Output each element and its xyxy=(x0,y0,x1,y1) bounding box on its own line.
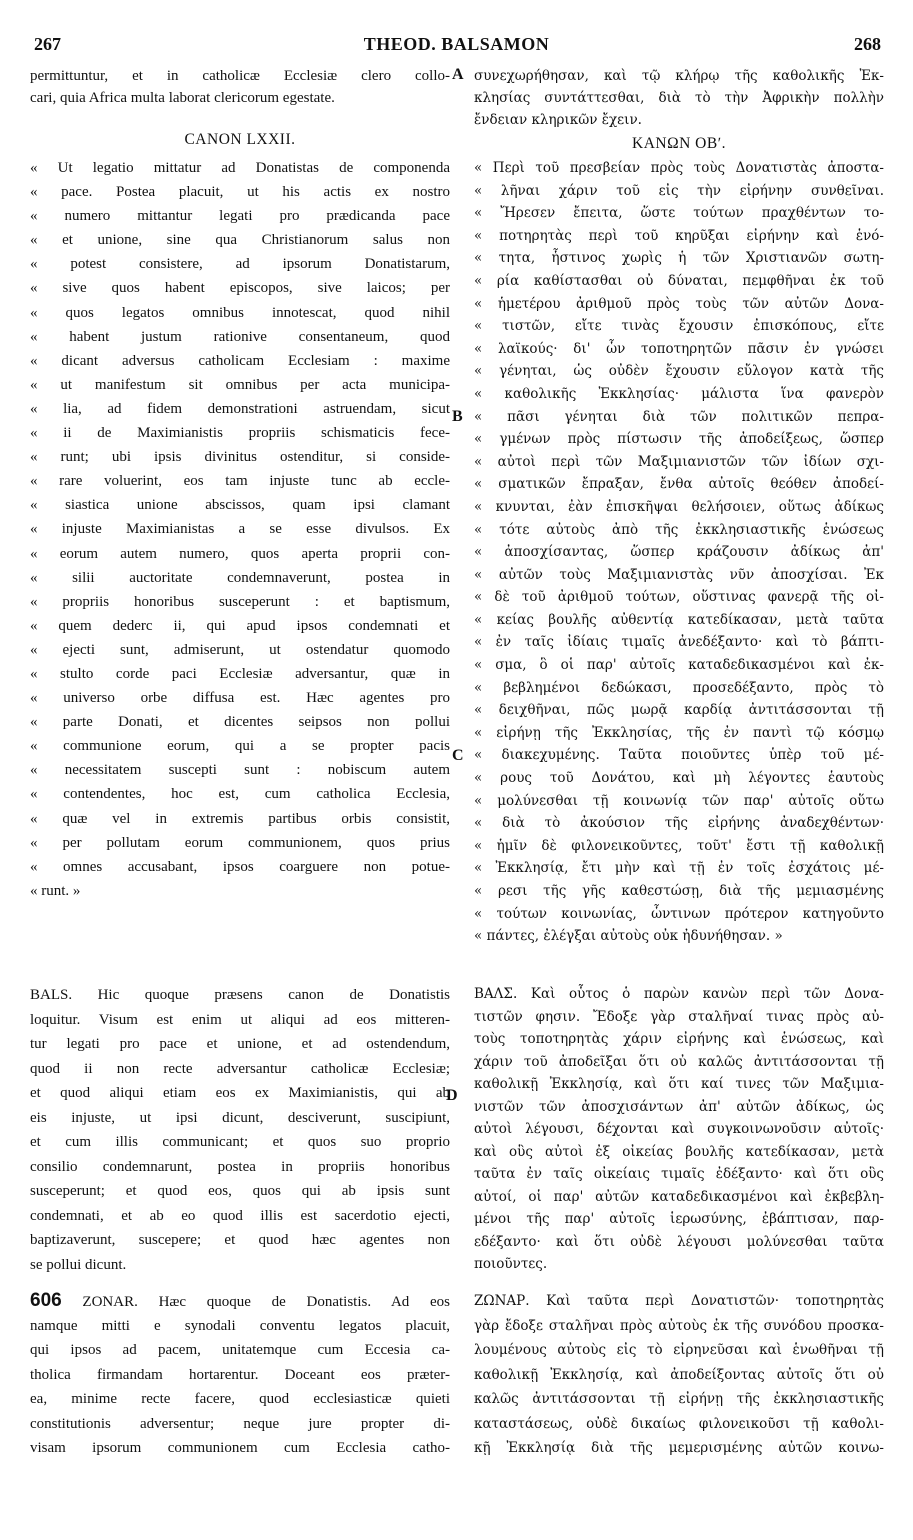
canon-line: « μολύνεσθαι τῇ κοινωνίᾳ τῶν παρ' αὐτοῖς οὕτω xyxy=(474,792,884,809)
commentary-line: χάριν τοῦ ἀποδεῖξαι ὅτι οὐ καλῶς ἀντιτάσσονται τῇ xyxy=(474,1053,884,1070)
commentary-line: consilio condemnarunt, postea in propriis honoribus xyxy=(30,1158,450,1175)
commentary-line: αὐτοὶ λέγουσι, δέχονται καὶ συγκοινωνοῦσιν αὐτοῖς· xyxy=(474,1121,884,1137)
commentary-line: εδέξαντο· καὶ ὅτι οὐδὲ λέγουσι μολύνεσθαι ταῦτα xyxy=(474,1233,884,1250)
text-line: ἔνδειαν κληρικῶν ἔχειν. xyxy=(474,112,642,128)
canon-line: « λῆναι χάριν τοῦ εἰς τὴν εἰρήνην συνθεῖναι. xyxy=(474,182,884,199)
greek-balsamon-commentary xyxy=(474,983,884,1276)
canon-line: « Ἤρεσεν ἔπειτα, ὥστε τούτων πραχθέντων το- xyxy=(474,205,884,222)
canon-line: « γένηται, ὡς οὐδὲν ἔχουσιν εὔλογον κατὰ τῆς xyxy=(474,363,884,380)
commentary-line: loquitur. Visum est enim ut aliqui ad eos mitteren- xyxy=(30,1011,450,1028)
text-line: Hic quoque præsens canon de Donatistis xyxy=(97,987,450,1003)
commentary-line: quod ii non recte adversantur catholicæ Ecclesiæ; xyxy=(30,1060,450,1077)
canon-line: « propriis honoribus susceperunt : et baptismum, xyxy=(30,593,450,610)
commentary-line: νιστῶν τῶν ἀποσχισάντων ἀπ' αὐτῶν ἀδίκως, ὡς xyxy=(474,1098,884,1115)
canon-line: « πάντες, ἐλέγξαι αὐτοὺς οὐκ ἠδυνήθησαν. » xyxy=(474,928,783,945)
canon-line: « runt; ubi ipsis divinitus ostenditur, si conside- xyxy=(30,449,450,466)
canon-line: « ἡμετέρου ἀριθμοῦ πρὸς τοὺς τῶν αὐτῶν Δονα- xyxy=(474,295,884,312)
canon-line: « τότε αὐτοὺς ἀπὸ τῆς ἐκκλησιαστικῆς ἑνώσεως xyxy=(474,521,884,538)
commentary-line: λουμένους αὐτοὺς εἰς τὸ εἰρηνεῦσαι καὶ ἑνωθῆναι τῇ xyxy=(474,1342,884,1358)
canon-line: « Ἐκκλησίᾳ, ἔτι μὴν καὶ τῇ ἐν τοῖς ἐσχάτοις μέ- xyxy=(474,860,884,877)
canon-line: « ἀποσχίσαντας, ὥσπερ κράζουσιν ἀδίκως ἀπ' xyxy=(474,544,884,561)
canon-line: « ρία καθίστασθαι οὐ δύναται, πεμφθῆναι ἐκ τοῦ xyxy=(474,272,884,289)
running-header xyxy=(30,34,883,58)
commentary-line: et quod aliqui etiam eos ex Maximianistis, qui ab xyxy=(30,1085,450,1101)
canon-line: « σμα, ὃ οἱ παρ' αὐτοῖς καταδεδικασμένοι καὶ ἐκ- xyxy=(474,657,884,674)
canon-line: « διακεχυμένης. Ταῦτα ποιοῦντες ὑπὲρ τοῦ μέ- xyxy=(474,747,884,764)
canon-line: « quæ vel in extremis partibus orbis consistit, xyxy=(30,810,450,827)
canon-line: « necessitatem suscepti sunt : nobiscum autem xyxy=(30,762,450,779)
canon-line: « parte Donati, et dicentes seipsos non pollui xyxy=(30,714,450,731)
page-number-left: 267 xyxy=(34,34,61,54)
canon-line: « καθολικῆς Ἐκκλησίας· μάλιστα ἵνα φανερὸν xyxy=(474,385,884,402)
canon-line: « πᾶσι γένηται διὰ τῶν πολιτικῶν πεπρα- xyxy=(474,408,884,425)
commentary-line: namque mitti e synodali conventu legatos placuit, xyxy=(30,1317,450,1334)
canon-line: « ρεσι τῆς γῆς καθεστώσῃ, διὰ τῆς μεμιασμένης xyxy=(474,883,884,899)
canon-line: « δὲ τοῦ ἀριθμοῦ τούτων, οὕστινας φανερᾷ τῆς οἰ- xyxy=(474,589,884,606)
canon-line: « stulto corde paci Ecclesiæ adversantur, quæ in xyxy=(30,665,450,682)
commentary-line: καλῶς ἀντιτάσσονται τῇ εἰρήνῃ τῆς ἐκκλησιαστικῆς xyxy=(474,1391,884,1407)
canon-line: « αὐτῶν τοὺς Μαξιμιανιστὰς νῦν ἀποσχίσαι. Ἐκ xyxy=(474,566,884,583)
canon-line: « dicant adversus catholicam Ecclesiam : maxime xyxy=(30,352,450,369)
commentator-label: ΒΑΛΣ. xyxy=(474,986,518,1002)
running-title: THEOD. BALSAMON xyxy=(363,34,550,54)
canon-line: « ut manifestum sit omnibus per acta municipa- xyxy=(30,376,450,393)
canon-line: « et unione, sine qua Christianorum salus non xyxy=(30,232,450,249)
text-line: permittuntur, et in catholicæ Ecclesiæ clero collo- xyxy=(30,68,450,84)
canon-line: « τούτων κοινωνίας, ὧντινων πρότερον κατηγοῦντο xyxy=(474,905,884,922)
canon-line: « omnes accusabant, ipsos coarguere non potue- xyxy=(30,858,450,875)
canon-line: « silii auctoritate condemnaverunt, postea in xyxy=(30,569,450,586)
commentary-line: καθολικῇ Ἐκκλησίᾳ, καὶ ἀποδείξοντας αὐτοῖς ὅτι οὐ xyxy=(474,1366,884,1383)
text-line: Καὶ ταῦτα περὶ Δονατιστῶν· τοποτηρητὰς xyxy=(546,1293,884,1309)
page-number-right: 268 xyxy=(854,34,881,54)
text-line: συνεχωρήθησαν, καὶ τῷ κλήρῳ τῆς καθολικῆς Ἐκ- xyxy=(474,68,884,84)
canon-line: « siastica unione abscissos, quam ipsi clamant xyxy=(30,497,450,514)
canon-line: « γμένων πρὸς πίστωσιν τῆς ἀποδείξεως, ὥσπερ xyxy=(474,431,884,448)
commentary-line: visam ipsorum communionem cum Ecclesia catho- xyxy=(30,1440,450,1456)
canon-line: « potest consistere, ad ipsorum Donatistarum, xyxy=(30,256,450,273)
canon-line: « τητα, ἧστινος χωρὶς ἡ τῶν Χριστιανῶν σωτη- xyxy=(474,250,884,267)
canon-line: « quos legatos omnibus innotescat, quod nihil xyxy=(30,304,450,321)
canon-line: « habent justum rationive consentaneum, quod xyxy=(30,328,450,345)
canon-line: « ρους τοῦ Δονάτου, καὶ μὴ λέγοντες ἑαυτοὺς xyxy=(474,770,884,787)
greek-zonaras-commentary xyxy=(474,1289,884,1461)
latin-zonaras-commentary xyxy=(30,1289,450,1461)
canon-line: « contendentes, hoc est, cum catholica Ecclesia, xyxy=(30,786,450,803)
latin-canon-text xyxy=(30,156,450,903)
commentary-line: ταῦτα ἐν ταῖς οἰκείαις τιμαῖς ἐδέξαντο· καὶ ὅτι οὓς xyxy=(474,1166,884,1182)
commentary-line: αὐτοί, οἱ παρ' αὐτῶν καταδεδικασμένοι καὶ ἐκβεβλη- xyxy=(474,1188,884,1205)
canon-line: « quem dederc ii, qui apud ipsos condemnati et xyxy=(30,617,450,634)
canon-line: « τιστῶν, εἴτε τινὰς ἔχουσιν ἐπισκόπους, εἴτε xyxy=(474,318,884,335)
commentary-line xyxy=(30,1289,450,1314)
canon-line: « communione eorum, qui a se propter pacis xyxy=(30,738,450,755)
commentary-line: τοὺς τοποτηρητὰς χάριν εἰρήνης καὶ ἑνώσεως, καὶ xyxy=(474,1031,884,1047)
commentary-line: μένοι τῆς παρ' αὐτοῖς ἱερωσύνης, ἐβάπτισαν, παρ- xyxy=(474,1211,884,1227)
commentary-line: susceperunt; et quod eos, quos qui ab ipsis sunt xyxy=(30,1183,450,1199)
commentary-line: tur legati pro pace et unione, et ad ostendendum, xyxy=(30,1036,450,1052)
margin-marker-a: A xyxy=(452,66,464,83)
commentary-line: constitutionis adversentur; neque jure propter di- xyxy=(30,1415,450,1432)
commentary-line: et cum illis communicant; et quos suo proprio xyxy=(30,1134,450,1150)
canon-line: « κείας βουλῆς αὐθεντίᾳ κατεδίκασαν, μετὰ ταῦτα xyxy=(474,611,884,628)
greek-canon-text xyxy=(474,157,884,948)
commentator-label: BALS. xyxy=(30,987,73,1003)
commentary-line: γὰρ ἔδοξε σταλῆναι πρὸς αὐτοὺς ἐκ τῆς συνόδου προσκα- xyxy=(474,1317,884,1334)
canon-line: « εἰρήνῃ τῆς Ἐκκλησίας, τῆς ἐν παντὶ τῷ κόσμῳ xyxy=(474,724,884,741)
canon-line: « Περὶ τοῦ πρεσβείαν πρὸς τοὺς Δονατιστὰς ἀποστα- xyxy=(474,160,884,176)
commentary-line: καὶ οὓς αὐτοὶ ἐξ οἰκείας βουλῆς κατεδίκασαν, μετὰ xyxy=(474,1143,884,1160)
latin-canon-heading: CANON LXXII. xyxy=(184,131,296,148)
commentary-line: ea, minime recte facere, quod ecclesiasticæ quieti xyxy=(30,1391,450,1407)
commentary-line: τιστῶν φησιν. Ἔδοξε γὰρ σταλῆναί τινας πρὸς αὐ- xyxy=(474,1008,884,1025)
commentator-label: ΖΩΝΑΡ. xyxy=(474,1293,530,1309)
canon-line: « βεβλημένοι δεδώκασι, προσεδέξαντο, πρὸς τὸ xyxy=(474,679,884,696)
margin-marker-b: B xyxy=(452,408,463,425)
canon-line: « δειχθῆναι, πῶς μωρᾷ καρδίᾳ ἀντιτάσσονται τῇ xyxy=(474,702,884,719)
canon-line: « Ut legatio mittatur ad Donatistas de componenda xyxy=(30,160,450,176)
margin-marker-c: C xyxy=(452,747,464,764)
commentary-line: condemnati, et ab eo quod illis est sacerdotio ejecti, xyxy=(30,1207,450,1224)
text-line: Hæc quoque de Donatistis. Ad eos xyxy=(158,1294,450,1310)
canon-line: « ii de Maximianistis propriis schismaticis fece- xyxy=(30,425,450,442)
commentary-line xyxy=(474,983,884,1006)
commentary-line: ποιοῦντες. xyxy=(474,1256,548,1272)
greek-canon-heading: ΚΑΝΩΝ ΟΒʹ. xyxy=(632,135,726,152)
canon-line: « eorum autem numero, quos aperta proprii con- xyxy=(30,545,450,562)
canon-line: « runt. » xyxy=(30,882,81,899)
commentary-line: se pollui dicunt. xyxy=(30,1256,127,1273)
canon-line: « per pollutam eorum communionem, quos prius xyxy=(30,834,450,851)
commentary-line: qui ipsos ad pacem, unitatemque cum Eccesia ca- xyxy=(30,1342,450,1358)
margin-marker-d: D xyxy=(446,1087,458,1104)
text-line: κλησίας συντάττεσθαι, διὰ τὸ τὴν Ἀφρικὴν πολλὴν xyxy=(474,90,884,106)
canon-line: « λαϊκούς· δι' ὧν τοποτηρητῶν πᾶσιν ἐν γνώσει xyxy=(474,340,884,357)
canon-line: « injuste Maximianistas a se esse divulsos. Ex xyxy=(30,521,450,538)
commentator-label: ZONAR. xyxy=(82,1294,138,1310)
commentary-line: καταστάσεως, οὐδὲ δικαίως φιλονεικοῦσι τῇ καθολι- xyxy=(474,1415,884,1432)
commentary-line: καθολικῇ Ἐκκλησίᾳ, καὶ ὅτι καί τινες τῶν Μαξιμια- xyxy=(474,1076,884,1092)
latin-intro xyxy=(30,65,450,109)
canon-line: « κνυνται, ἐὰν ἐπισκῆψαι θελήσοιεν, οὕτως ἀδίκως xyxy=(474,498,884,515)
canon-line: « διὰ τὸ ἀκούσιον τῆς εἰρήνης ἀναδεχθέντων· xyxy=(474,815,884,832)
canon-line: « ἐν ταῖς ἰδίαις τιμαῖς ἀνεδέξαντο· καὶ τὸ βάπτι- xyxy=(474,634,884,651)
canon-line: « numero mittantur legati pro prædicanda pace xyxy=(30,208,450,225)
commentary-line xyxy=(474,1289,884,1314)
commentary-line xyxy=(30,983,450,1008)
commentary-line: tholica firmandam hortarentur. Doceant eos præter- xyxy=(30,1366,450,1383)
canon-line: « pace. Postea placuit, ut his actis ex nostro xyxy=(30,184,450,201)
text-line: Καὶ οὗτος ὁ παρὼν κανὼν περὶ τῶν Δονα- xyxy=(530,986,884,1002)
text-line: cari, quia Africa multa laborat clericorum egestate. xyxy=(30,90,335,106)
canon-line: « αὐτοὶ περὶ τῶν Μαξιμιανιστῶν τῶν ἰδίων σχι- xyxy=(474,453,884,470)
column-number: 606 xyxy=(30,1290,62,1311)
canon-line: « lia, ad fidem demonstrationi astruendam, sicut xyxy=(30,400,450,417)
latin-balsamon-commentary xyxy=(30,983,450,1277)
canon-line: « ἡμῖν δὲ φιλονεικοῦντες, τοῦτ' ἔστι τῇ καθολικῇ xyxy=(474,837,884,854)
canon-line: « universo orbe diffusa est. Hæc agentes pro xyxy=(30,690,450,707)
commentary-line: κῇ Ἐκκλησίᾳ διὰ τῆς μεμερισμένης αὐτῶν κοινω- xyxy=(474,1440,884,1456)
canon-line: « rare voluerint, eos tam injuste tunc ab eccle- xyxy=(30,473,450,490)
canon-line: « ejecti sunt, admiserunt, ut ostendatur quomodo xyxy=(30,641,450,658)
commentary-line: eis injuste, ut ipsi dicunt, desciverunt, suscipiunt, xyxy=(30,1109,450,1126)
canon-line: « σματικῶν ἔπραξαν, ἔνθα αὐτοῖς θεόθεν ἀποδεί- xyxy=(474,476,884,493)
canon-line: « sive quos habent episcopos, sive laicos; per xyxy=(30,280,450,297)
canon-line: « ποτηρητὰς περὶ τοῦ κηρῦξαι εἰρήνην καὶ ἑνό- xyxy=(474,227,884,244)
commentary-line: baptizaverunt, suscepere; et quod hæc agentes non xyxy=(30,1232,450,1248)
greek-intro xyxy=(474,65,884,131)
